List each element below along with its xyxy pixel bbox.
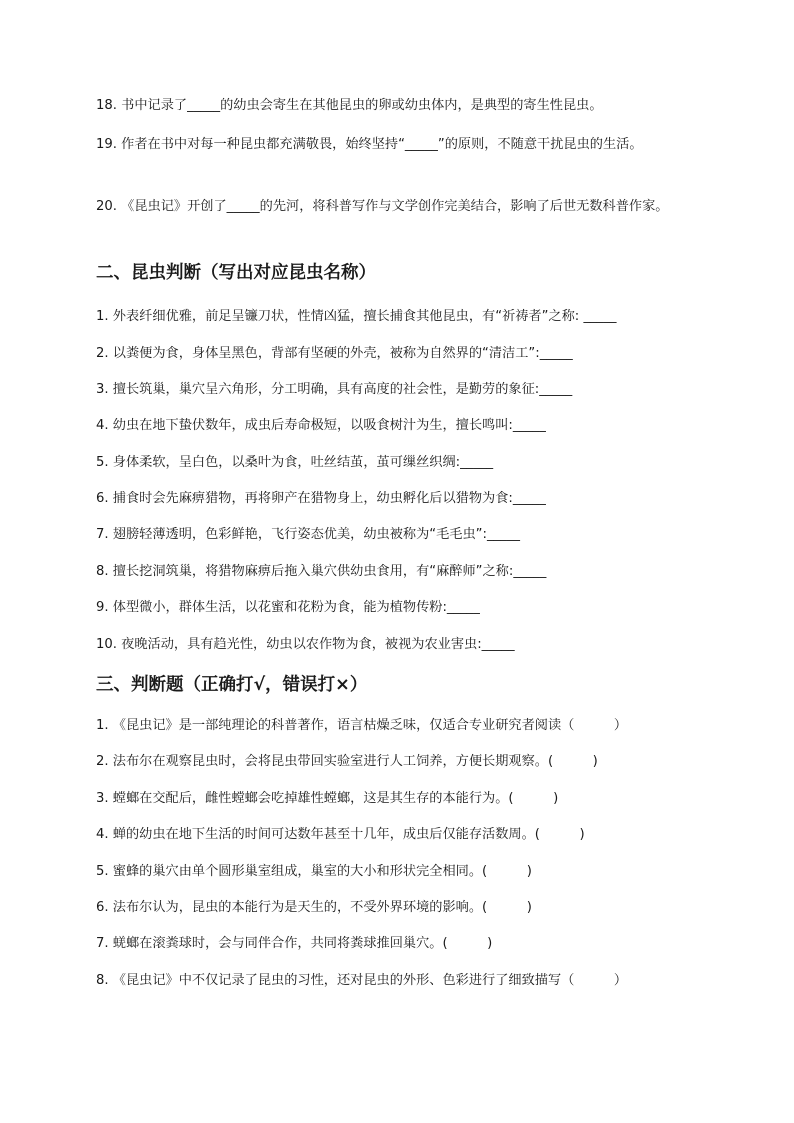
judge-question-7: 7. 蜣螂在滚粪球时，会与同伴合作，共同将粪球推回巢穴。( ) <box>96 936 493 951</box>
judge-question-1: 1. 《昆虫记》是一部纯理论的科普著作，语言枯燥乏味，仅适合专业研究者阅读（ ） <box>96 718 628 733</box>
insect-question-7: 7. 翅膀轻薄透明，色彩鲜艳，飞行姿态优美，幼虫被称为“毛毛虫”:_____ <box>96 527 520 542</box>
judge-question-8: 8. 《昆虫记》中不仅记录了昆虫的习性，还对昆虫的外形、色彩进行了细致描写（ ） <box>96 973 628 988</box>
insect-question-1: 1. 外表纤细优雅，前足呈镰刀状，性情凶猛，擅长捕食其他昆虫，有“祈祷者”之称: _____ <box>96 309 617 324</box>
judge-question-5: 5. 蜜蜂的巢穴由单个圆形巢室组成，巢室的大小和形状完全相同。( ) <box>96 864 532 879</box>
insect-question-10: 10. 夜晚活动，具有趋光性，幼虫以农作物为食，被视为农业害虫:_____ <box>96 637 515 652</box>
question-20: 20. 《昆虫记》开创了_____的先河，将科普写作与文学创作完美结合，影响了后世无数科普作家。 <box>96 199 669 214</box>
section-3-heading: 三、判断题（正确打√，错误打×） <box>96 675 368 695</box>
judge-question-4: 4. 蝉的幼虫在地下生活的时间可达数年甚至十几年，成虫后仅能存活数周。( ) <box>96 827 585 842</box>
question-18: 18. 书中记录了_____的幼虫会寄生在其他昆虫的卵或幼虫体内，是典型的寄生性昆虫。 <box>96 98 603 113</box>
insect-question-5: 5. 身体柔软，呈白色，以桑叶为食，吐丝结茧，茧可缫丝织绸:_____ <box>96 455 494 470</box>
judge-question-3: 3. 螳螂在交配后，雌性螳螂会吃掉雄性螳螂，这是其生存的本能行为。( ) <box>96 791 559 806</box>
insect-question-3: 3. 擅长筑巢，巢穴呈六角形，分工明确，具有高度的社会性，是勤劳的象征:_____ <box>96 382 573 397</box>
insect-question-9: 9. 体型微小，群体生活，以花蜜和花粉为食，能为植物传粉:_____ <box>96 600 480 615</box>
section-2-heading: 二、昆虫判断（写出对应昆虫名称） <box>96 263 376 283</box>
judge-question-6: 6. 法布尔认为，昆虫的本能行为是天生的，不受外界环境的影响。( ) <box>96 900 532 915</box>
insect-question-4: 4. 幼虫在地下蛰伏数年，成虫后寿命极短，以吸食树汁为生，擅长鸣叫:_____ <box>96 418 546 433</box>
question-19: 19. 作者在书中对每一种昆虫都充满敬畏，始终坚持“_____”的原则，不随意干扰昆虫的生活。 <box>96 137 643 152</box>
insect-question-6: 6. 捕食时会先麻痹猎物，再将卵产在猎物身上，幼虫孵化后以猎物为食:_____ <box>96 491 546 506</box>
insect-question-8: 8. 擅长挖洞筑巢，将猎物麻痹后拖入巢穴供幼虫食用，有“麻醉师”之称:_____ <box>96 564 547 579</box>
judge-question-2: 2. 法布尔在观察昆虫时，会将昆虫带回实验室进行人工饲养，方便长期观察。( ) <box>96 754 598 769</box>
insect-question-2: 2. 以粪便为食，身体呈黑色，背部有坚硬的外壳，被称为自然界的“清洁工”:_____ <box>96 346 573 361</box>
